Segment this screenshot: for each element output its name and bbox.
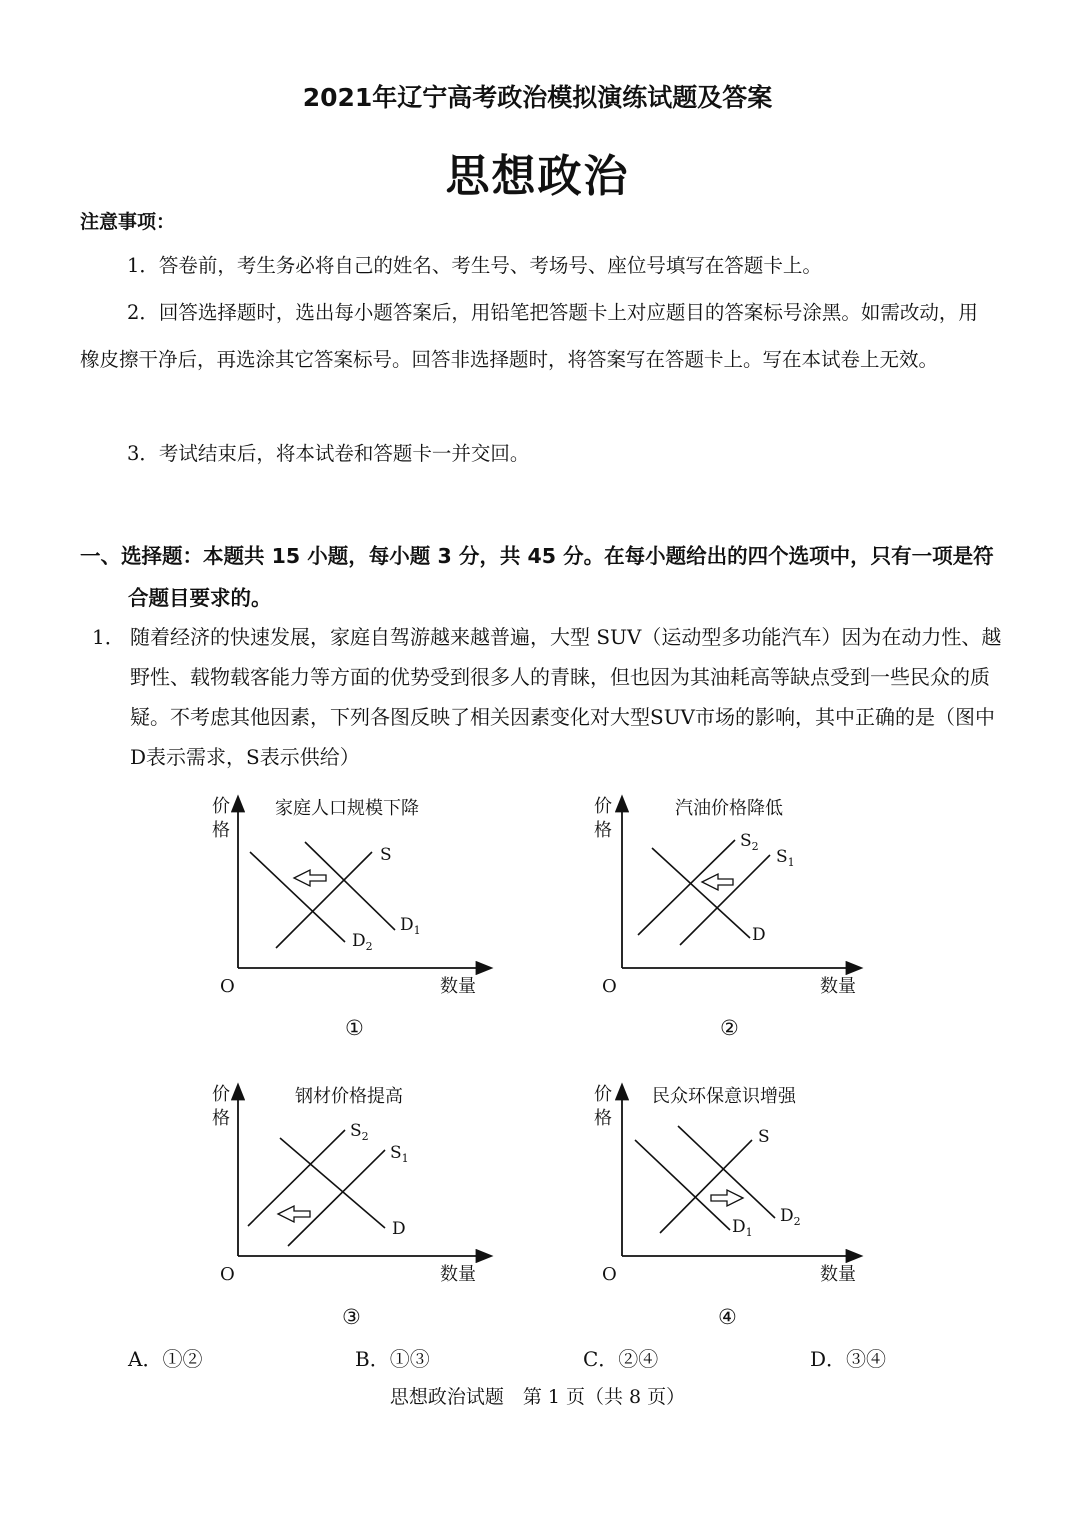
label-s1: $S_1$ bbox=[776, 847, 795, 869]
label-d: D bbox=[752, 925, 766, 945]
label-d1: $D_1$ bbox=[400, 915, 421, 937]
section-1-heading-text: 一、选择题：本题共 15 小题，每小题 3 分，共 45 分。在每小题给出的四个选项中，只有一项是符合题目要求的。 bbox=[80, 544, 994, 610]
choice-d[interactable]: D．③④ bbox=[810, 1347, 887, 1371]
x-label: 数量 bbox=[820, 976, 856, 997]
choice-b[interactable]: B．①③ bbox=[355, 1347, 430, 1371]
graph-title: 民众环保意识增强 bbox=[652, 1086, 796, 1107]
label-s: S bbox=[758, 1127, 770, 1147]
label-d1: $D_1$ bbox=[732, 1217, 753, 1239]
subject-title: 思想政治 bbox=[445, 151, 630, 202]
notes-heading: 注意事项： bbox=[80, 211, 176, 233]
label-s2: $S_2$ bbox=[740, 831, 759, 853]
graph-caption: ③ bbox=[342, 1305, 361, 1329]
note-item-1: 1．答卷前，考生务必将自己的姓名、考生号、考场号、座位号填写在答题卡上。 bbox=[127, 254, 822, 277]
graph-title: 钢材价格提高 bbox=[295, 1086, 403, 1107]
shift-arrow-right-icon bbox=[711, 1190, 743, 1206]
graph-caption: ① bbox=[345, 1016, 364, 1040]
y-label-2: 格 bbox=[594, 1108, 612, 1129]
label-d2: $D_2$ bbox=[352, 931, 373, 953]
y-label-1: 价 bbox=[212, 1084, 230, 1105]
choice-c[interactable]: C．②④ bbox=[583, 1347, 659, 1371]
demand-line-d1 bbox=[635, 1140, 730, 1230]
question-1 bbox=[80, 617, 1010, 777]
origin-label: O bbox=[220, 1264, 235, 1285]
document-title: 2021年辽宁高考政治模拟演练试题及答案 bbox=[302, 83, 773, 112]
question-number: 1． bbox=[92, 625, 125, 649]
label-d2: $D_2$ bbox=[780, 1206, 801, 1228]
graph-2 bbox=[580, 790, 880, 1050]
x-label: 数量 bbox=[440, 1264, 476, 1285]
shift-arrow-left-icon bbox=[702, 874, 733, 890]
origin-label: O bbox=[602, 1264, 617, 1285]
label-s2: $S_2$ bbox=[350, 1121, 369, 1143]
section-1-heading bbox=[80, 535, 1000, 619]
note-item-2: 2．回答选择题时，选出每小题答案后，用铅笔把答题卡上对应题目的答案标号涂黑。如需改动，用橡皮擦干净后，再选涂其它答案标号。回答非选择题时，将答案写在答题卡上。写在本试卷上无效。 bbox=[80, 301, 978, 371]
demand-line-d2 bbox=[250, 852, 345, 942]
note-item-3: 3．考试结束后，将本试卷和答题卡一并交回。 bbox=[127, 442, 530, 465]
label-s1: $S_1$ bbox=[390, 1143, 409, 1165]
graph-1 bbox=[200, 790, 500, 1050]
x-label: 数量 bbox=[820, 1264, 856, 1285]
graph-title: 汽油价格降低 bbox=[675, 798, 783, 819]
label-s: S bbox=[380, 845, 392, 865]
y-label-2: 格 bbox=[212, 820, 230, 841]
supply-line-s2 bbox=[638, 840, 735, 935]
graph-caption: ④ bbox=[718, 1305, 737, 1329]
label-d: D bbox=[392, 1219, 406, 1239]
y-label-1: 价 bbox=[594, 796, 612, 817]
y-label-2: 格 bbox=[594, 820, 612, 841]
choice-a[interactable]: A．①② bbox=[128, 1347, 203, 1371]
x-label: 数量 bbox=[440, 976, 476, 997]
y-label-2: 格 bbox=[212, 1108, 230, 1129]
demand-line bbox=[280, 1138, 385, 1228]
graph-title: 家庭人口规模下降 bbox=[275, 798, 419, 819]
origin-label: O bbox=[602, 976, 617, 997]
graph-caption: ② bbox=[720, 1016, 739, 1040]
y-label-1: 价 bbox=[212, 796, 230, 817]
question-stem: 随着经济的快速发展，家庭自驾游越来越普遍，大型 SUV（运动型多功能汽车）因为在动力性、越野性、载物载客能力等方面的优势受到很多人的青睐，但也因为其油耗高等缺点受到一些民众的质疑。不考虑其他因素，下列各图反映了相关因素变化对大型SUV市场的影响，其中正确的是（图中D表示需求，S表示供给） bbox=[130, 625, 1002, 769]
graph-4 bbox=[580, 1078, 880, 1338]
shift-arrow-left-icon bbox=[278, 1206, 310, 1222]
y-label-1: 价 bbox=[594, 1084, 612, 1105]
shift-arrow-left-icon bbox=[294, 870, 326, 886]
origin-label: O bbox=[220, 976, 235, 997]
graph-3 bbox=[200, 1078, 500, 1338]
page-footer: 思想政治试题 第 1 页（共 8 页） bbox=[389, 1386, 686, 1408]
supply-line-s1 bbox=[288, 1150, 385, 1246]
